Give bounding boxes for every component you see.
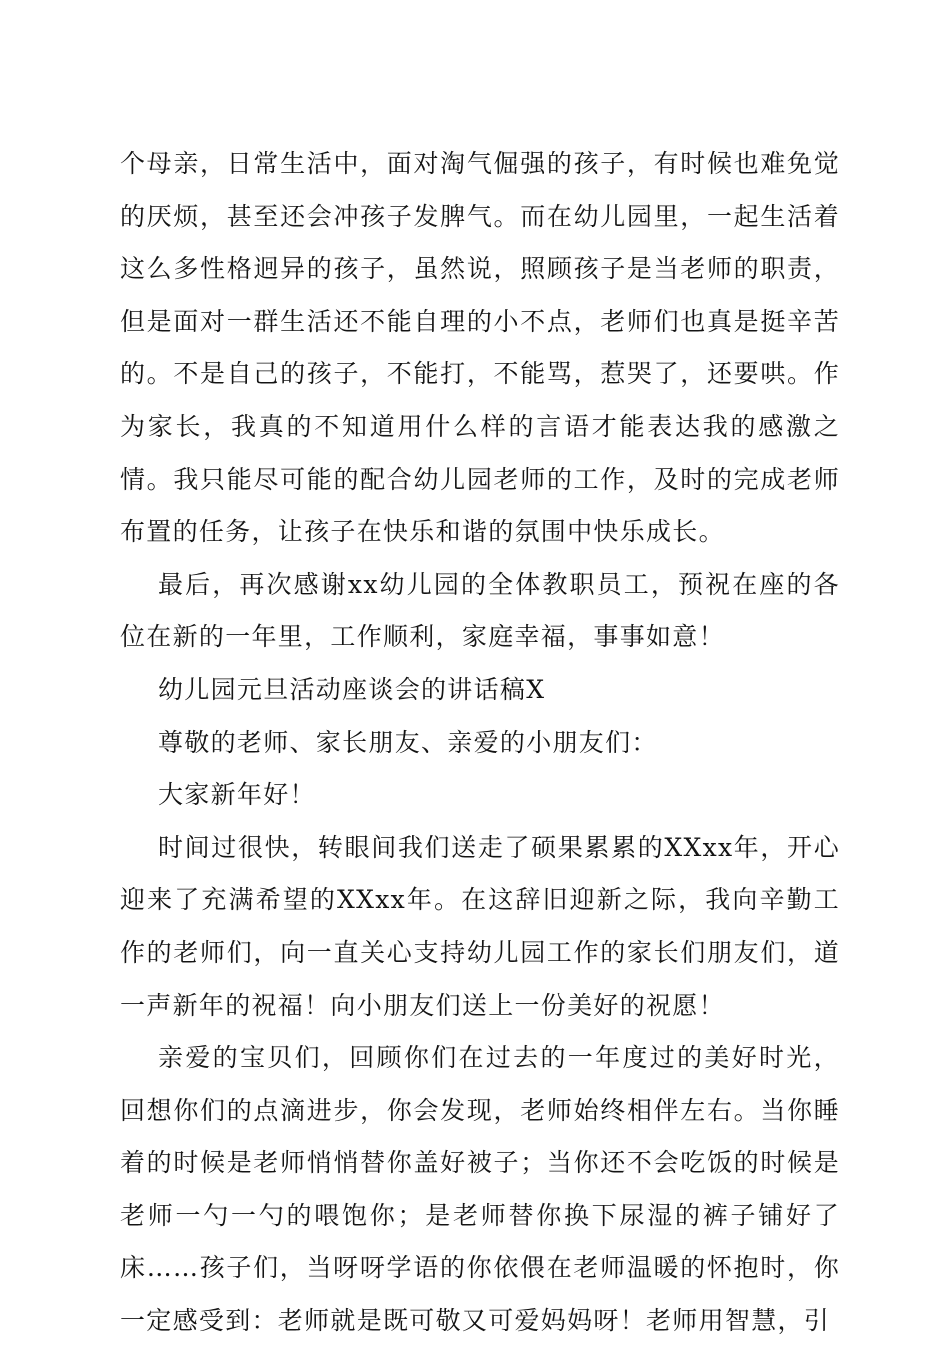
paragraph-new-year: 时间过很快，转眼间我们送走了硕果累累的XXxx年，开心迎来了充满希望的XXxx年。在这辞旧迎新之际，我向辛勤工作的老师们，向一直关心支持幼儿园工作的家长们朋友们，道一声新年的祝福！向小朋友们送上一份美好的祝愿！ <box>120 832 840 1020</box>
greeting: 大家新年好！ <box>158 780 316 810</box>
paragraph-closing: 最后，再次感谢xx幼儿园的全体教职员工，预祝在座的各位在新的一年里，工作顺利，家庭幸福，事事如意！ <box>120 569 840 652</box>
salutation: 尊敬的老师、家长朋友、亲爱的小朋友们： <box>158 727 658 757</box>
section-title: 幼儿园元旦活动座谈会的讲话稿X <box>158 674 546 704</box>
paragraph-continuation: 个母亲，日常生活中，面对淘气倔强的孩子，有时候也难免觉的厌烦，甚至还会冲孩子发脾气。而在幼儿园里，一起生活着这么多性格迥异的孩子，虽然说，照顾孩子是当老师的职责，但是面对一群生活还不能自理的小不点，老师们也真是挺辛苦的。不是自己的孩子，不能打，不能骂，惹哭了，还要哄。作为家长，我真的不知道用什么样的言语才能表达我的感激之情。我只能尽可能的配合幼儿园老师的工作，及时的完成老师布置的任务，让孩子在快乐和谐的氛围中快乐成长。 <box>120 149 840 547</box>
paragraph-children: 亲爱的宝贝们，回顾你们在过去的一年度过的美好时光，回想你们的点滴进步，你会发现，老师始终相伴左右。当你睡着的时候是老师悄悄替你盖好被子；当你还不会吃饭的时候是老师一勺一勺的喂饱你；是老师替你换下尿湿的裤子铺好了床……孩子们，当呀呀学语的你依偎在老师温暖的怀抱时，你一定感受到：老师就是既可敬又可爱妈妈呀！老师用智慧，引 <box>120 1043 840 1336</box>
document-body <box>120 138 840 1348</box>
